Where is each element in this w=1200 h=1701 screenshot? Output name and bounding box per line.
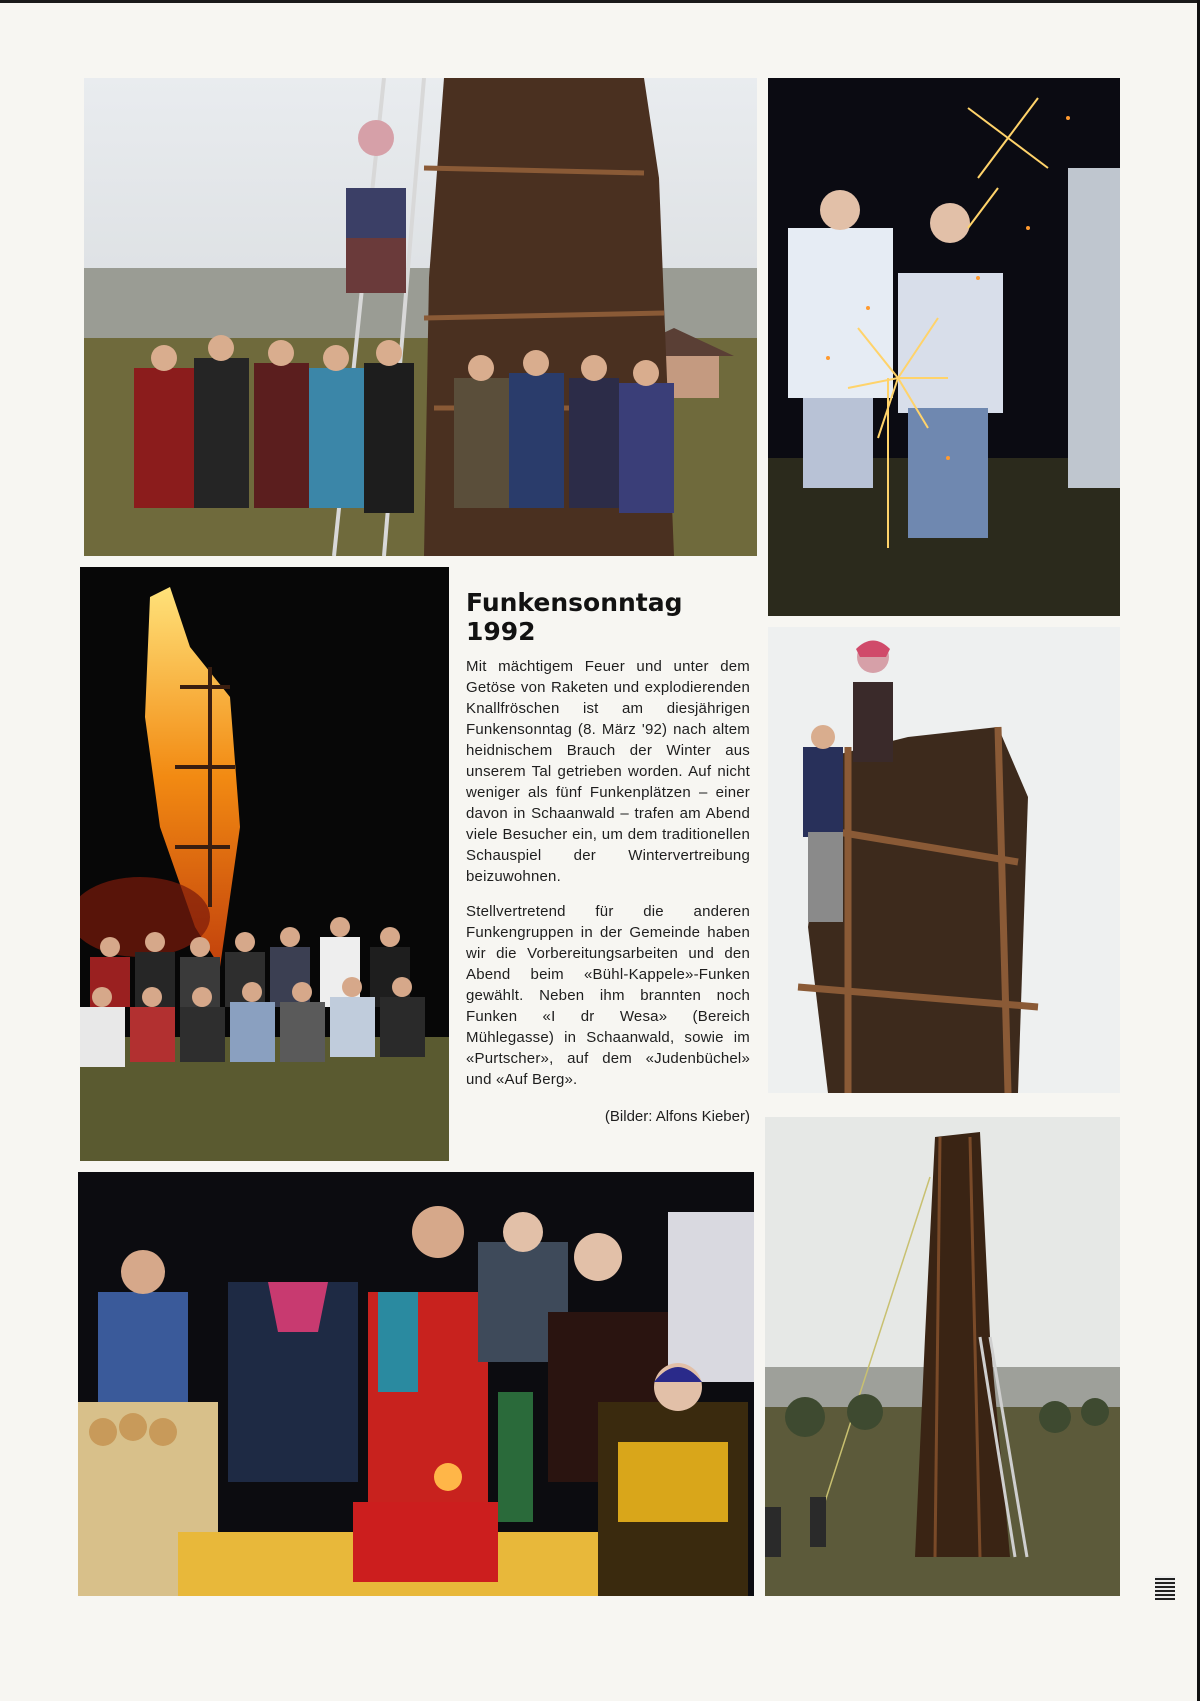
article (466, 588, 750, 1125)
top-border (0, 0, 1200, 3)
photo-credit: (Bilder: Alfons Kieber) (604, 1108, 750, 1125)
photo-burning-funken-crowd (80, 567, 449, 1161)
photo-crowd-night-table (78, 1172, 754, 1596)
article-paragraph-2: Stellvertretend für die anderen Funkengruppen in der Gemeinde haben wir die Vorbereitungsarbeiten und den Abend beim «Bühl-Kappele»-Funken gewählt. Neben ihm brannten noch Funken «I dr Wesa» (Bereich Mühlegasse) in Schaanwald, sowie im «Purtscher», auf dem «Judenbüchel» und «Auf Berg». (466, 903, 750, 1088)
photo-children-sparklers (768, 78, 1120, 616)
photo-climbing-woodpile-witch (768, 627, 1120, 1093)
printer-logo-icon (1155, 1576, 1175, 1600)
article-title: Funkensonntag 1992 (466, 588, 683, 646)
photo-tall-funken-tower (765, 1117, 1120, 1596)
article-paragraph-1: Mit mächtigem Feuer und unter dem Getöse von Raketen und explodierenden Knallfröschen ist am diesjährigen Funkensonntag (8. März '92) nach altem heidnischem Brauch der Winter aus unserem Tal getrieben worden. Auf nicht weniger als fünf Funkenplätzen – einer davon in Schaanwald – trafen am Abend viele Besucher ein, um dem traditionellen Schauspiel der Wintervertreibung beizuwohnen. (466, 658, 750, 885)
photo-group-daytime-woodpile (84, 78, 757, 556)
